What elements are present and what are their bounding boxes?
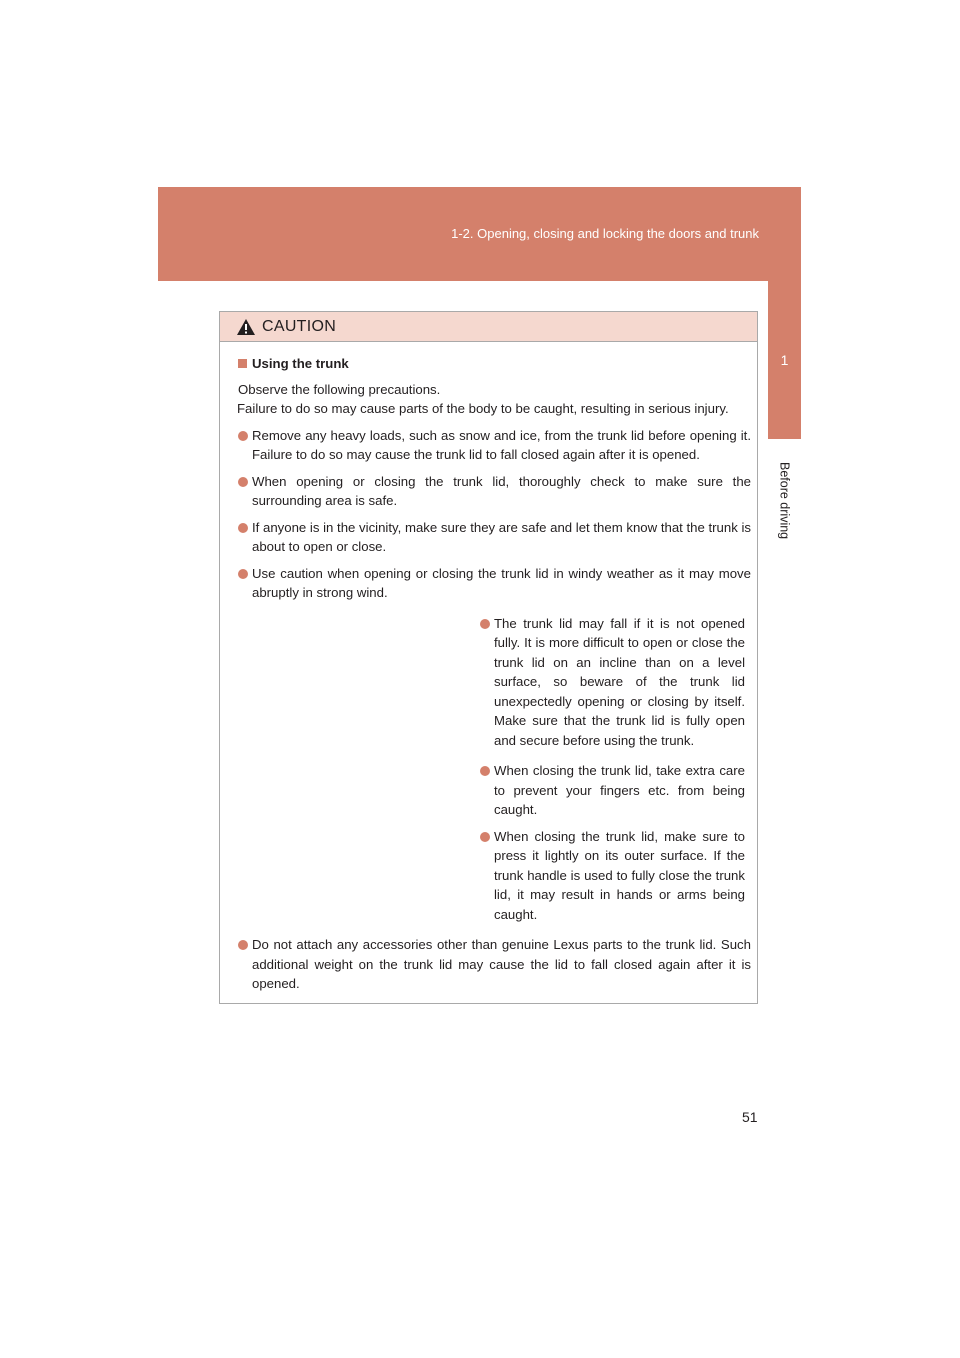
bullet-dot-icon [238, 940, 248, 950]
bullet-dot-icon [238, 431, 248, 441]
section-title: 1-2. Opening, closing and locking the doors and trunk [451, 226, 759, 241]
list-item [478, 761, 757, 820]
caution-header [220, 312, 757, 342]
bullet-dot-icon [480, 619, 490, 629]
list-item-text: The trunk lid may fall if it is not opened fully. It is more difficult to open or close the trunk lid on an incline than on a level surface, so beware of the trunk lid unexpectedly opening or closing by itself. Make sure that the trunk lid is fully open and secure before using the trunk. [494, 615, 745, 748]
bullet-dot-icon [238, 477, 248, 487]
chapter-label [768, 446, 801, 556]
square-bullet-icon [238, 359, 247, 368]
list-item-text: If anyone is in the vicinity, make sure they are safe and let them know that the trunk is about to open or close. [252, 519, 751, 554]
caution-body [220, 354, 757, 994]
list-item-text: Use caution when opening or closing the trunk lid in windy weather as it may move abruptly in strong wind. [252, 565, 751, 600]
list-item-text: Do not attach any accessories other than genuine Lexus parts to the trunk lid. Such additional weight on the trunk lid may cause the lid to fall closed again after it is opened. [252, 937, 751, 991]
subheading-text: Using the trunk [252, 356, 349, 371]
right-column [478, 614, 757, 925]
list-item [220, 935, 757, 994]
bullet-dot-icon [480, 832, 490, 842]
intro-line-1: Observe the following precautions. [238, 381, 441, 397]
list-item-text: When closing the trunk lid, make sure to press it lightly on its outer surface. If the trunk handle is used to fully close the trunk lid, it may result in hands or arms being caught. [494, 828, 745, 922]
list-item [220, 426, 757, 465]
header-band [158, 187, 801, 281]
caution-box [219, 311, 758, 1004]
list-item-text: When closing the trunk lid, take extra care to prevent your fingers etc. from being caught. [494, 763, 745, 817]
list-item-text: Remove any heavy loads, such as snow and ice, from the trunk lid before opening it. Failure to do so may cause the trunk lid to fall closed again after it is opened. [252, 427, 751, 462]
list-item [478, 827, 757, 925]
list-item-text: When opening or closing the trunk lid, thoroughly check to make sure the surrounding area is safe. [252, 473, 751, 508]
list-item [220, 518, 757, 557]
bullet-dot-icon [238, 569, 248, 579]
page-number: 51 [742, 1109, 758, 1125]
caution-title: CAUTION [262, 317, 337, 335]
chapter-number: 1 [780, 352, 789, 368]
intro-line-2: Failure to do so may cause parts of the body to be caught, resulting in serious injury. [237, 401, 729, 416]
list-item [478, 614, 757, 751]
caution-subheading [238, 354, 757, 374]
bullet-dot-icon [480, 766, 490, 776]
chapter-label-text: Before driving [777, 462, 792, 540]
list-item [220, 564, 757, 603]
bullet-dot-icon [238, 523, 248, 533]
list-item [220, 472, 757, 511]
warning-triangle-icon [236, 318, 256, 336]
chapter-tab [768, 281, 801, 439]
